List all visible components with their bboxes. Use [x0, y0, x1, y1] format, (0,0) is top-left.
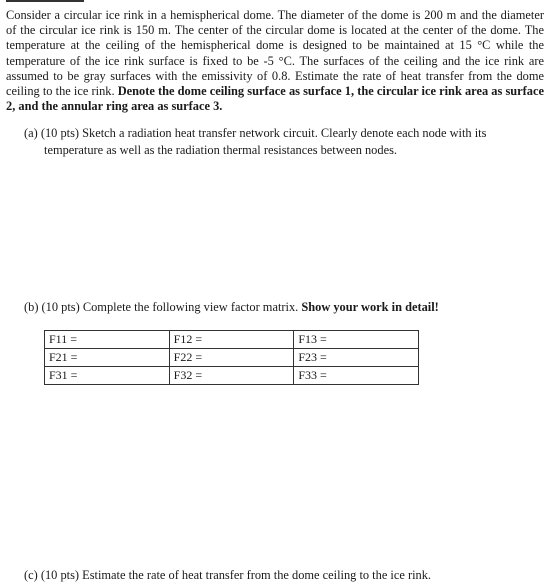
problem-statement	[6, 8, 544, 114]
cell-f32[interactable]: F32 =	[169, 367, 294, 385]
question-b-text: (b) (10 pts) Complete the following view factor matrix.	[24, 300, 302, 314]
cell-f23[interactable]: F23 =	[294, 349, 419, 367]
question-a	[24, 125, 544, 159]
matrix-row-1	[45, 331, 419, 349]
cell-f31[interactable]: F31 =	[45, 367, 170, 385]
matrix-row-2	[45, 349, 419, 367]
matrix-row-3	[45, 367, 419, 385]
cell-f11[interactable]: F11 =	[45, 331, 170, 349]
header-rule	[6, 0, 84, 2]
problem-surface-definitions: Denote the dome ceiling surface as surface 1, the circular ice rink area as surface 2, and the annular ring area as surface 3.	[6, 84, 544, 114]
question-b	[24, 300, 439, 315]
problem-text: Consider a circular ice rink in a hemispherical dome. The diameter of the dome is 200 m and the diameter of the circular ice rink is 150 m. The center of the circular dome is located at the center of the dome. The temperature at the ceiling of the hemispherical dome is designed to be maintained at 15 °C while the temperature of the ice rink surface is fixed to be -5 °C. The surfaces of the ceiling and the ice rink are assumed to be gray surfaces with the emissivity of 0.8. Estimate the rate of heat transfer from the dome ceiling to the ice rink.	[6, 8, 544, 99]
view-factor-matrix	[44, 330, 419, 385]
cell-f33[interactable]: F33 =	[294, 367, 419, 385]
cell-f22[interactable]: F22 =	[169, 349, 294, 367]
question-b-emphasis: Show your work in detail!	[301, 300, 439, 314]
cell-f12[interactable]: F12 =	[169, 331, 294, 349]
question-c: (c) (10 pts) Estimate the rate of heat transfer from the dome ceiling to the ice rink.	[24, 568, 432, 582]
cell-f13[interactable]: F13 =	[294, 331, 419, 349]
question-a-line2: temperature as well as the radiation thermal resistances between nodes.	[44, 143, 397, 157]
question-a-line1: (a) (10 pts) Sketch a radiation heat transfer network circuit. Clearly denote each node with its	[24, 126, 487, 140]
cell-f21[interactable]: F21 =	[45, 349, 170, 367]
